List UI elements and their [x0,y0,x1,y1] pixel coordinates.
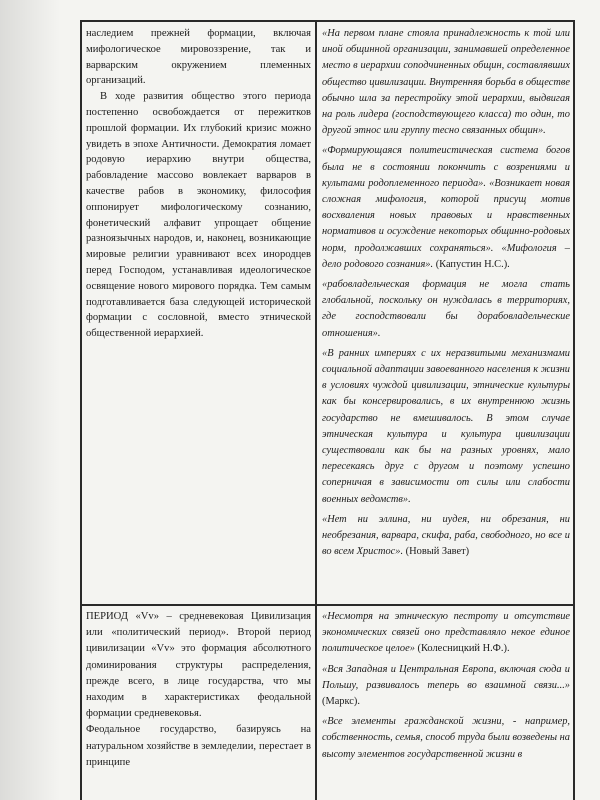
quote-europe-source: (Маркс). [322,696,360,708]
cell-top-left [86,26,311,600]
quote-community: «На первом плане стояла принадлежность к той или иной общинной организации, занимавшей определенное место в иерархии соподчиненных общин, составлявших общество цивилизации. Внутренняя борьба в обществе обычно шла за перестройку этой иерархии, выдвигая на роль лидера (господствующего класса) то один, то другой этнос или группу тесно связанных общин». [322,28,570,137]
quote-new-testament-text: «Нет ни эллина, ни иудея, ни обрезания, ни необрезания, варвара, скифа, раба, свободного, но все и во всем Христос». [322,513,570,558]
paragraph-period-vv: ПЕРИОД «Vv» – средневековая Цивилизация или «политический период». Второй период цивилизации «Vv» это формация абсолютного доминирования структуры распределения, прежде всего, в лице государства, что мы находим в характеристиках феодальной формации средневековья. [86,611,311,720]
quote-civil-life: «Все элементы гражданской жизни, - например, собственность, семья, способ труда были возведены на высоту элементов государственной жизни в [322,716,570,760]
quote-new-testament-source: (Новый Завет) [403,546,470,558]
quote-europe [322,662,570,711]
quote-political-whole [322,609,570,658]
cell-bottom-left [86,609,311,800]
paragraph-heritage: наследием прежней формации, включая мифологическое мировоззрение, так и варварским окружением племенных организаций. [86,28,311,87]
scan-shadow [0,0,60,800]
row-divider [82,604,573,606]
quote-europe-text: «Вся Западная и Центральная Европа, включая сюда и Польшу, развивалось теперь во взаимной связи...» [322,663,570,691]
quote-mythology [322,143,570,273]
quote-mythology-source: (Капустин Н.С.). [433,258,510,270]
quote-slave-formation: «рабовладельческая формация не могла стать глобальной, поскольку он нуждалась в территориях, где господствовали бы дорабовладельческие отношения». [322,279,570,339]
paragraph-antiquity: В ходе развития общество этого периода постепенно освобождается от пережитков прошлой формации. Их глубокий кризис можно увидеть в эпохе Античности. Демократия ломает родовую иерархию внутри общества, рабовладение массово вовлекает варваров в качестве рабов в экономику, философия оппонирует мифологическому сознанию, фонетический алфавит упрощает общение разноязычных народов, и, наконец, возникающие мировые религии уравнивают всех инородцев перед Господом, устанавливая идеологическое освящение нового мирового порядка. Тем самым подготавливается база следующей исторической формации с сословной, вместо этнической общественной иерархией. [86,91,311,340]
quote-new-testament [322,512,570,561]
cell-bottom-right [322,609,570,800]
quote-political-whole-source: (Колесницкий Н.Ф.). [414,643,510,655]
paragraph-feudal-state: Феодальное государство, базируясь на натуральном хозяйстве в земледелии, перестает в принципе [86,724,311,768]
two-column-table [80,20,575,800]
cell-top-right [322,26,570,600]
quote-political-whole-text: «Несмотря на этническую пестроту и отсутствие экономических связей оно представляло некое единое политическое целое» [322,611,570,655]
column-divider [315,22,317,800]
quote-early-empires: «В ранних империях с их неразвитыми механизмами социальной адаптации завоеванного населения к жизни в условиях чуждой цивилизации, этнические культуры как бы консервировались, в их внутреннюю жизнь государство не вмешивалось. В этом случае этническая культура и культура цивилизации существовали как бы на разных уровнях, мало пересекаясь друг с другом и поэтому успешно соперничая в зависимости от силы или слабости военных ведомств». [322,347,570,505]
quote-mythology-text: «Формирующаяся политеистическая система богов была не в состоянии покончить с возрениями и культами родоплеменного периода». «Возникает новая сложная мифология, которой присущ мотив восхваления новых правовых и нравственных нормативов и осуждение некоторых общинно-родовых норм, продолжавших сохраняться». «Мифология – дело родового сознания». [322,145,570,270]
